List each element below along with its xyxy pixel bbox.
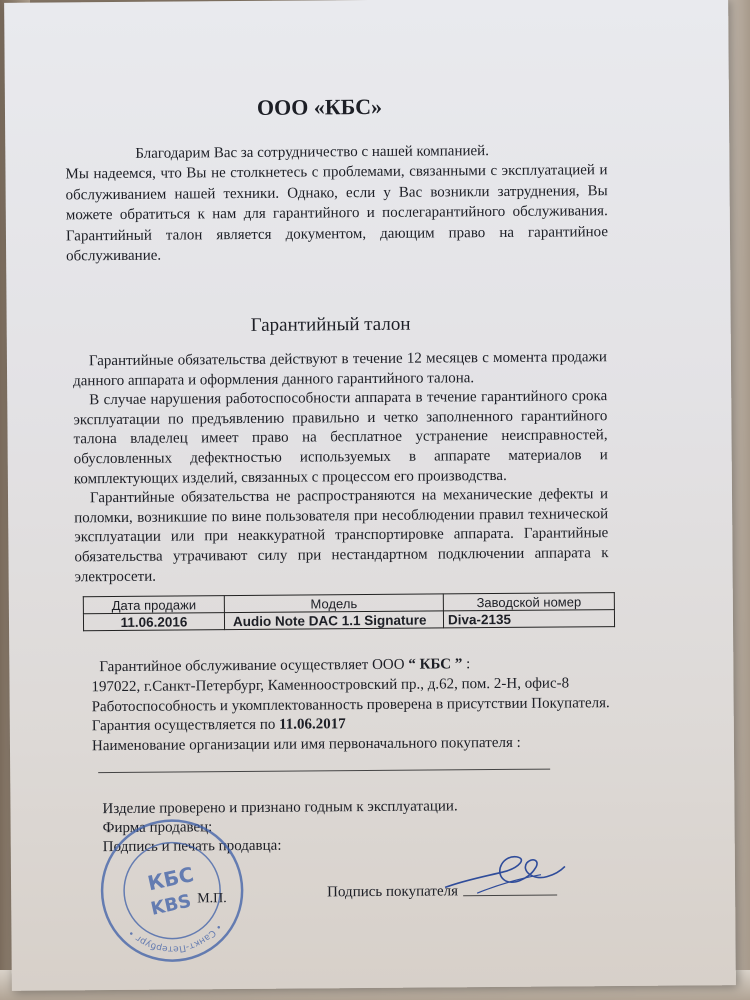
thanks-line: Благодарим Вас за сотрудничество с нашей компанией. (135, 143, 489, 162)
warranty-terms (73, 348, 609, 587)
stamp-ring-text: • Санкт-Петербург • (126, 921, 224, 954)
approved-statement: Изделие проверено и признано годным к эксплуатации. (102, 798, 458, 818)
seller-sign-label: Подпись и печать продавца: (102, 837, 282, 856)
company-title: ООО «КБС» (256, 93, 383, 120)
warranty-document (4, 0, 736, 991)
buyer-signature-icon (437, 848, 567, 899)
header-sale-date: Дата продажи (83, 596, 224, 614)
colon: : (466, 656, 471, 673)
header-serial: Заводской номер (443, 593, 614, 611)
sale-date-value: 11.06.2016 (83, 613, 224, 631)
intro-paragraph: Мы надеемся, что Вы не столкнетесь с проблемами, связанными с эксплуатацией и обслуживанием нашей техники. Однако, если у Вас возникли затруднения, Вы можете обратиться к нам для гарантийного и послегарантийного обслуживания. Гарантийный талон является документом, дающим право на гарантийное обслуживание. (65, 162, 609, 265)
model-value: Audio Note DAC 1.1 Signature (224, 611, 443, 630)
mp-label: М.П. (197, 891, 227, 907)
table-row (83, 610, 614, 631)
warranty-valid-text: Гарантия осуществляется по (91, 717, 276, 735)
sale-info-table (83, 592, 615, 631)
header-model: Модель (224, 594, 443, 613)
service-company: “ КБС ” (408, 656, 463, 673)
service-provider-text: Гарантийное обслуживание осуществляет ООО (99, 656, 405, 676)
warranty-title: Гарантийный талон (250, 313, 411, 336)
seller-firm-label: Фирма продавец: (102, 819, 213, 837)
terms-paragraph: В случае нарушения работоспособности аппарата в течение гарантийного срока эксплуатации по предъявлению правильно и четко заполненного гарантийного талона владелец имеет право на бесплатное устранение неисправностей, обусловленных дефектностью используемых в аппарате материалов и комплектующих изделий, связанных с процессом его производства. (73, 388, 608, 487)
buyer-name-line (98, 769, 550, 774)
warranty-valid-date: 11.06.2017 (279, 716, 346, 734)
terms-paragraph: Гарантийные обязательства не распространяются на механические дефекты и поломки, возникшие по вине пользователя при несоблюдении правил технической эксплуатации или при неаккуратной транспортировке аппарата. Гарантийные обязательства утрачивают силу при нестандартном подключении аппарата к электросети. (74, 486, 609, 585)
terms-paragraph: Гарантийные обязательства действуют в течение 12 месяцев с момента продажи данного аппарата и оформления данного гарантийного талона. (73, 349, 607, 389)
serial-value: Diva-2135 (443, 610, 614, 628)
stamp-center-top: КБС (145, 862, 196, 896)
buyer-name-label: Наименование организации или имя первоначального покупателя : (91, 735, 521, 755)
service-info (91, 654, 612, 757)
service-address: 197022, г.Санкт-Петербург, Каменноостровский пр., д.62, пом. 2-Н, офис-8 (91, 675, 570, 695)
check-statement: Работоспособность и укомплектованность проверена в присутствии Покупателя. (91, 694, 610, 715)
stamp-center-bottom: KBS (148, 890, 194, 920)
buyer-sign-label: Подпись покупателя (327, 883, 459, 901)
